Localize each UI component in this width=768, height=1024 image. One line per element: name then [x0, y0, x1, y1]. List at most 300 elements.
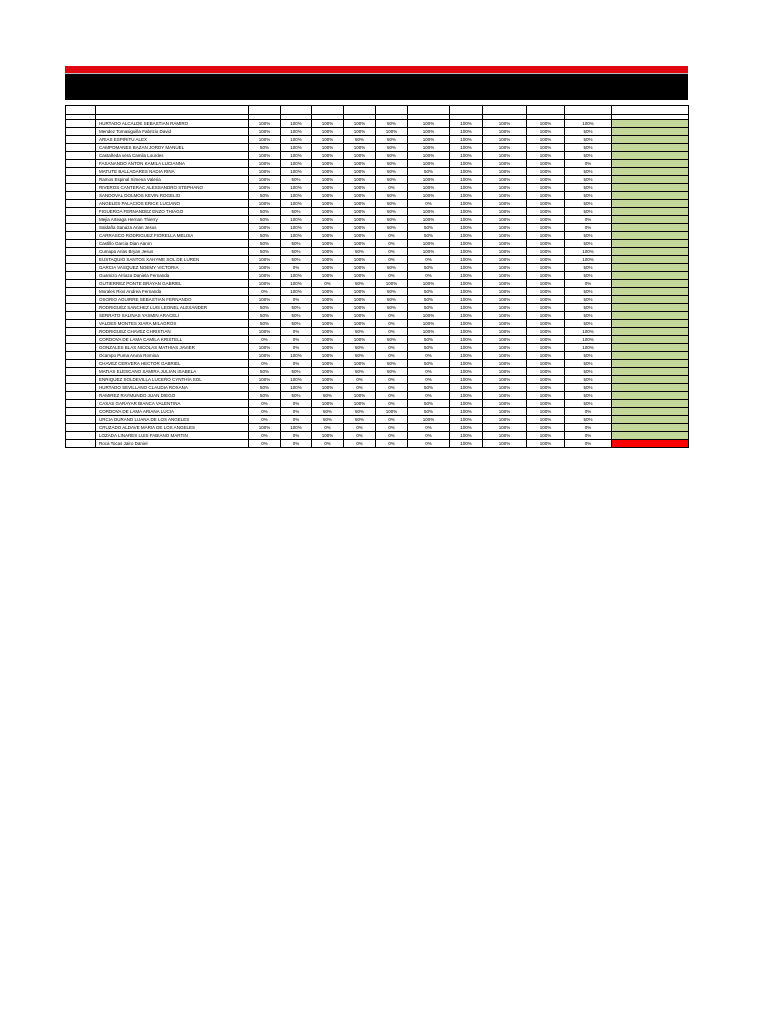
score-cell[interactable]: 50%: [408, 232, 450, 240]
score-cell[interactable]: 0%: [376, 248, 408, 256]
score-cell[interactable]: 100%: [249, 224, 281, 232]
table-row[interactable]: [66, 304, 689, 312]
score-cell[interactable]: 100%: [249, 328, 281, 336]
score-cell[interactable]: 100%: [281, 272, 312, 280]
student-name-cell[interactable]: ANGELES PALACIOS ERICK LUCIANO: [96, 200, 249, 208]
score-cell[interactable]: 50%: [408, 336, 450, 344]
score-cell[interactable]: 100%: [312, 432, 344, 440]
score-cell[interactable]: 100%: [312, 264, 344, 272]
score-cell[interactable]: 50%: [376, 336, 408, 344]
score-cell[interactable]: 100%: [281, 352, 312, 360]
score-cell[interactable]: 100%: [483, 120, 527, 128]
score-cell[interactable]: 50%: [249, 312, 281, 320]
table-row[interactable]: [66, 408, 689, 416]
score-cell[interactable]: 100%: [344, 304, 376, 312]
score-cell[interactable]: 100%: [281, 184, 312, 192]
score-cell[interactable]: 100%: [483, 424, 527, 432]
score-cell[interactable]: 100%: [249, 376, 281, 384]
table-row[interactable]: [66, 208, 689, 216]
score-cell[interactable]: 50%: [281, 304, 312, 312]
score-cell[interactable]: 50%: [565, 144, 612, 152]
score-cell[interactable]: 50%: [408, 400, 450, 408]
score-cell[interactable]: 100%: [527, 328, 565, 336]
score-cell[interactable]: 100%: [527, 416, 565, 424]
score-cell[interactable]: 100%: [312, 368, 344, 376]
score-cell[interactable]: 100%: [312, 256, 344, 264]
score-cell[interactable]: 100%: [527, 192, 565, 200]
score-cell[interactable]: 0%: [249, 416, 281, 424]
score-cell[interactable]: 100%: [450, 392, 483, 400]
score-cell[interactable]: 0%: [344, 432, 376, 440]
score-cell[interactable]: 0%: [281, 408, 312, 416]
student-name-cell[interactable]: Castañeda vera Camila Lourdes: [96, 152, 249, 160]
score-cell[interactable]: 50%: [344, 344, 376, 352]
row-number-cell[interactable]: [66, 320, 96, 328]
score-cell[interactable]: 50%: [249, 304, 281, 312]
score-cell[interactable]: 100%: [527, 160, 565, 168]
score-cell[interactable]: 100%: [450, 328, 483, 336]
student-name-cell[interactable]: OSORIO AGUIRRE SEBASTIAN FERNANDO: [96, 296, 249, 304]
score-cell[interactable]: 100%: [527, 296, 565, 304]
row-number-cell[interactable]: [66, 184, 96, 192]
score-cell[interactable]: 100%: [565, 344, 612, 352]
score-cell[interactable]: 50%: [565, 208, 612, 216]
score-cell[interactable]: 50%: [565, 264, 612, 272]
score-cell[interactable]: 100%: [483, 136, 527, 144]
score-cell[interactable]: 100%: [483, 296, 527, 304]
score-cell[interactable]: 0%: [565, 432, 612, 440]
table-row[interactable]: [66, 352, 689, 360]
score-cell[interactable]: 100%: [312, 288, 344, 296]
student-name-cell[interactable]: MATUTE BALLADARES NADIA RINA: [96, 168, 249, 176]
score-cell[interactable]: 100%: [312, 224, 344, 232]
table-row[interactable]: [66, 192, 689, 200]
score-cell[interactable]: 50%: [408, 168, 450, 176]
table-row[interactable]: [66, 416, 689, 424]
row-number-cell[interactable]: [66, 264, 96, 272]
score-cell[interactable]: 100%: [450, 224, 483, 232]
score-cell[interactable]: 0%: [249, 400, 281, 408]
score-cell[interactable]: 50%: [565, 184, 612, 192]
score-cell[interactable]: 100%: [312, 136, 344, 144]
score-cell[interactable]: 0%: [408, 256, 450, 264]
score-cell[interactable]: 100%: [450, 120, 483, 128]
table-row[interactable]: [66, 328, 689, 336]
score-cell[interactable]: 0%: [376, 328, 408, 336]
score-cell[interactable]: 0%: [408, 432, 450, 440]
score-cell[interactable]: 0%: [376, 376, 408, 384]
score-cell[interactable]: 50%: [249, 232, 281, 240]
score-cell[interactable]: 100%: [483, 264, 527, 272]
score-cell[interactable]: 50%: [376, 368, 408, 376]
row-number-cell[interactable]: [66, 272, 96, 280]
score-cell[interactable]: 100%: [483, 280, 527, 288]
score-cell[interactable]: 0%: [344, 376, 376, 384]
score-cell[interactable]: 50%: [376, 208, 408, 216]
score-cell[interactable]: 100%: [281, 168, 312, 176]
score-cell[interactable]: 100%: [527, 272, 565, 280]
score-cell[interactable]: 50%: [249, 392, 281, 400]
score-cell[interactable]: 100%: [483, 440, 527, 448]
score-cell[interactable]: 100%: [483, 216, 527, 224]
score-cell[interactable]: 100%: [249, 200, 281, 208]
score-cell[interactable]: 50%: [565, 360, 612, 368]
table-row[interactable]: [66, 424, 689, 432]
score-cell[interactable]: 50%: [344, 328, 376, 336]
score-cell[interactable]: 100%: [450, 152, 483, 160]
score-cell[interactable]: 100%: [249, 184, 281, 192]
score-cell[interactable]: 100%: [450, 168, 483, 176]
score-cell[interactable]: 100%: [527, 216, 565, 224]
table-row[interactable]: [66, 152, 689, 160]
row-number-cell[interactable]: [66, 128, 96, 136]
score-cell[interactable]: 50%: [408, 224, 450, 232]
score-cell[interactable]: 100%: [312, 328, 344, 336]
score-cell[interactable]: 50%: [249, 248, 281, 256]
score-cell[interactable]: 100%: [408, 280, 450, 288]
score-cell[interactable]: 100%: [450, 360, 483, 368]
table-row[interactable]: [66, 232, 689, 240]
score-cell[interactable]: 100%: [408, 240, 450, 248]
student-name-cell[interactable]: SERRATO SALINAS YASMIN ARACELI: [96, 312, 249, 320]
score-cell[interactable]: 100%: [450, 440, 483, 448]
student-name-cell[interactable]: CARRASCO RODRIGUEZ FIORELLA MELISA: [96, 232, 249, 240]
score-cell[interactable]: 100%: [312, 232, 344, 240]
row-number-cell[interactable]: [66, 160, 96, 168]
row-number-cell[interactable]: [66, 144, 96, 152]
score-cell[interactable]: 50%: [376, 176, 408, 184]
score-cell[interactable]: 0%: [281, 400, 312, 408]
score-cell[interactable]: 100%: [312, 248, 344, 256]
score-cell[interactable]: 100%: [483, 416, 527, 424]
score-cell[interactable]: 100%: [483, 200, 527, 208]
score-cell[interactable]: 100%: [281, 152, 312, 160]
score-cell[interactable]: 100%: [527, 264, 565, 272]
student-name-cell[interactable]: FASANANDO ANTON KAMILA LUCIANNA: [96, 160, 249, 168]
score-cell[interactable]: 0%: [376, 384, 408, 392]
score-cell[interactable]: 100%: [450, 432, 483, 440]
score-cell[interactable]: 100%: [527, 136, 565, 144]
score-cell[interactable]: 100%: [450, 312, 483, 320]
score-cell[interactable]: 100%: [527, 248, 565, 256]
row-number-cell[interactable]: [66, 248, 96, 256]
score-cell[interactable]: 0%: [408, 392, 450, 400]
score-cell[interactable]: 50%: [281, 320, 312, 328]
score-cell[interactable]: 100%: [281, 192, 312, 200]
score-cell[interactable]: 100%: [483, 224, 527, 232]
row-number-cell[interactable]: [66, 352, 96, 360]
row-number-cell[interactable]: [66, 120, 96, 128]
score-cell[interactable]: 50%: [344, 352, 376, 360]
score-cell[interactable]: 100%: [450, 248, 483, 256]
score-cell[interactable]: 50%: [249, 216, 281, 224]
score-cell[interactable]: 100%: [527, 184, 565, 192]
score-cell[interactable]: 100%: [312, 128, 344, 136]
score-cell[interactable]: 100%: [450, 256, 483, 264]
row-number-cell[interactable]: [66, 336, 96, 344]
score-cell[interactable]: 50%: [565, 272, 612, 280]
score-cell[interactable]: 100%: [281, 384, 312, 392]
score-cell[interactable]: 100%: [527, 336, 565, 344]
student-name-cell[interactable]: VALDES MONTES XIARA MILAGROS: [96, 320, 249, 328]
score-cell[interactable]: 100%: [281, 232, 312, 240]
score-cell[interactable]: 0%: [249, 440, 281, 448]
score-cell[interactable]: 50%: [565, 352, 612, 360]
score-cell[interactable]: 100%: [483, 152, 527, 160]
row-number-cell[interactable]: [66, 192, 96, 200]
row-number-cell[interactable]: [66, 384, 96, 392]
score-cell[interactable]: 50%: [408, 296, 450, 304]
table-row[interactable]: [66, 400, 689, 408]
score-cell[interactable]: 100%: [483, 168, 527, 176]
table-row[interactable]: [66, 176, 689, 184]
score-cell[interactable]: 100%: [312, 376, 344, 384]
score-cell[interactable]: 100%: [483, 192, 527, 200]
score-cell[interactable]: 100%: [527, 320, 565, 328]
score-cell[interactable]: 0%: [281, 264, 312, 272]
score-cell[interactable]: 100%: [249, 160, 281, 168]
table-row[interactable]: [66, 344, 689, 352]
score-cell[interactable]: 0%: [376, 416, 408, 424]
score-cell[interactable]: 50%: [565, 296, 612, 304]
score-cell[interactable]: 100%: [527, 208, 565, 216]
score-cell[interactable]: 0%: [376, 344, 408, 352]
row-number-cell[interactable]: [66, 368, 96, 376]
score-cell[interactable]: 100%: [249, 352, 281, 360]
score-cell[interactable]: 50%: [344, 248, 376, 256]
score-cell[interactable]: 0%: [408, 352, 450, 360]
student-name-cell[interactable]: SANDOVAL DOLMOS KEVIN ROGELIO: [96, 192, 249, 200]
score-cell[interactable]: 50%: [249, 320, 281, 328]
score-cell[interactable]: 0%: [376, 320, 408, 328]
score-cell[interactable]: 100%: [281, 128, 312, 136]
score-cell[interactable]: 100%: [344, 176, 376, 184]
score-cell[interactable]: 50%: [565, 320, 612, 328]
score-cell[interactable]: 100%: [483, 352, 527, 360]
score-cell[interactable]: 50%: [376, 288, 408, 296]
score-cell[interactable]: 100%: [565, 328, 612, 336]
score-cell[interactable]: 100%: [450, 216, 483, 224]
score-cell[interactable]: 100%: [344, 240, 376, 248]
score-cell[interactable]: 50%: [376, 264, 408, 272]
score-cell[interactable]: 100%: [312, 320, 344, 328]
score-cell[interactable]: 100%: [527, 144, 565, 152]
score-cell[interactable]: 100%: [483, 304, 527, 312]
score-cell[interactable]: 0%: [565, 424, 612, 432]
score-cell[interactable]: 100%: [408, 328, 450, 336]
score-cell[interactable]: 100%: [527, 384, 565, 392]
row-number-cell[interactable]: [66, 296, 96, 304]
student-name-cell[interactable]: Mendez Tomasiguilla Fabrizio David: [96, 128, 249, 136]
score-cell[interactable]: 50%: [249, 368, 281, 376]
score-cell[interactable]: 50%: [376, 120, 408, 128]
score-cell[interactable]: 100%: [483, 432, 527, 440]
row-number-cell[interactable]: [66, 176, 96, 184]
student-name-cell[interactable]: Ramos Espinal Ximena Valeria: [96, 176, 249, 184]
score-cell[interactable]: 50%: [565, 416, 612, 424]
table-row[interactable]: [66, 360, 689, 368]
row-number-cell[interactable]: [66, 344, 96, 352]
student-name-cell[interactable]: CRUZADO ALDAVE MARIA DE LOS ANGELES: [96, 424, 249, 432]
student-name-cell[interactable]: RODRIGUEZ CHAVEZ CHRISTIAN: [96, 328, 249, 336]
score-cell[interactable]: 0%: [565, 408, 612, 416]
score-cell[interactable]: 100%: [344, 192, 376, 200]
student-name-cell[interactable]: GARCIA VASQUEZ NOEMY VICTORIA: [96, 264, 249, 272]
score-cell[interactable]: 100%: [249, 296, 281, 304]
score-cell[interactable]: 100%: [344, 144, 376, 152]
row-number-cell[interactable]: [66, 424, 96, 432]
row-number-cell[interactable]: [66, 168, 96, 176]
student-name-cell[interactable]: LOZADA LINARES LUIS FABIANO MARTIN: [96, 432, 249, 440]
row-number-cell[interactable]: [66, 416, 96, 424]
table-row[interactable]: [66, 160, 689, 168]
score-cell[interactable]: 100%: [312, 120, 344, 128]
score-cell[interactable]: 100%: [527, 280, 565, 288]
score-cell[interactable]: 100%: [249, 168, 281, 176]
table-row[interactable]: [66, 240, 689, 248]
score-cell[interactable]: 0%: [565, 216, 612, 224]
table-row[interactable]: [66, 384, 689, 392]
score-cell[interactable]: 100%: [450, 184, 483, 192]
score-cell[interactable]: 0%: [281, 344, 312, 352]
score-cell[interactable]: 100%: [408, 152, 450, 160]
row-number-cell[interactable]: [66, 400, 96, 408]
row-number-cell[interactable]: [66, 432, 96, 440]
score-cell[interactable]: 100%: [344, 208, 376, 216]
score-cell[interactable]: 100%: [450, 304, 483, 312]
score-cell[interactable]: 0%: [376, 424, 408, 432]
student-name-cell[interactable]: URCIA DURAND LUANA DE LOS ANGELES: [96, 416, 249, 424]
row-number-cell[interactable]: [66, 224, 96, 232]
table-row[interactable]: [66, 216, 689, 224]
score-cell[interactable]: 50%: [565, 152, 612, 160]
table-row[interactable]: [66, 264, 689, 272]
score-cell[interactable]: 0%: [376, 352, 408, 360]
score-cell[interactable]: 100%: [527, 128, 565, 136]
score-cell[interactable]: 100%: [249, 136, 281, 144]
table-row[interactable]: [66, 248, 689, 256]
score-cell[interactable]: 100%: [450, 416, 483, 424]
table-row[interactable]: [66, 288, 689, 296]
student-name-cell[interactable]: HURTADO ALCALDE SEBASTIAN RAMIRO: [96, 120, 249, 128]
score-cell[interactable]: 100%: [483, 400, 527, 408]
score-cell[interactable]: 50%: [565, 128, 612, 136]
score-cell[interactable]: 100%: [312, 360, 344, 368]
score-cell[interactable]: 100%: [281, 216, 312, 224]
score-cell[interactable]: 100%: [408, 216, 450, 224]
score-cell[interactable]: 0%: [408, 272, 450, 280]
score-cell[interactable]: 100%: [450, 320, 483, 328]
score-cell[interactable]: 0%: [408, 440, 450, 448]
row-number-cell[interactable]: [66, 408, 96, 416]
score-cell[interactable]: 0%: [376, 240, 408, 248]
score-cell[interactable]: 100%: [408, 176, 450, 184]
score-cell[interactable]: 0%: [281, 296, 312, 304]
score-cell[interactable]: 100%: [249, 264, 281, 272]
score-cell[interactable]: 50%: [565, 168, 612, 176]
score-cell[interactable]: 50%: [565, 200, 612, 208]
score-cell[interactable]: 100%: [281, 160, 312, 168]
score-cell[interactable]: 50%: [281, 240, 312, 248]
student-name-cell[interactable]: Cumapa Arias Bryan Jesus: [96, 248, 249, 256]
score-cell[interactable]: 0%: [376, 392, 408, 400]
table-row[interactable]: [66, 144, 689, 152]
score-cell[interactable]: 100%: [344, 200, 376, 208]
score-cell[interactable]: 100%: [527, 440, 565, 448]
score-cell[interactable]: 100%: [344, 360, 376, 368]
score-cell[interactable]: 100%: [483, 368, 527, 376]
score-cell[interactable]: 100%: [483, 160, 527, 168]
score-cell[interactable]: 100%: [450, 128, 483, 136]
student-name-cell[interactable]: Morales Rios Andrea Fernanda: [96, 288, 249, 296]
student-name-cell[interactable]: Guamizo Arriaza Daniela Fernanda: [96, 272, 249, 280]
score-cell[interactable]: 0%: [281, 440, 312, 448]
score-cell[interactable]: 100%: [344, 232, 376, 240]
score-cell[interactable]: 100%: [527, 152, 565, 160]
row-number-cell[interactable]: [66, 376, 96, 384]
score-cell[interactable]: 100%: [527, 224, 565, 232]
score-cell[interactable]: 100%: [450, 336, 483, 344]
score-cell[interactable]: 100%: [527, 120, 565, 128]
score-cell[interactable]: 50%: [565, 376, 612, 384]
score-cell[interactable]: 100%: [483, 232, 527, 240]
score-cell[interactable]: 100%: [344, 256, 376, 264]
score-cell[interactable]: 50%: [376, 224, 408, 232]
score-cell[interactable]: 50%: [565, 240, 612, 248]
score-cell[interactable]: 0%: [312, 280, 344, 288]
score-cell[interactable]: 100%: [249, 176, 281, 184]
score-cell[interactable]: 0%: [376, 232, 408, 240]
row-number-cell[interactable]: [66, 152, 96, 160]
score-cell[interactable]: 0%: [344, 424, 376, 432]
score-cell[interactable]: 100%: [483, 240, 527, 248]
score-cell[interactable]: 100%: [344, 168, 376, 176]
score-cell[interactable]: 100%: [312, 208, 344, 216]
table-row[interactable]: [66, 432, 689, 440]
table-row[interactable]: [66, 312, 689, 320]
score-cell[interactable]: 100%: [344, 296, 376, 304]
score-cell[interactable]: 0%: [408, 376, 450, 384]
score-cell[interactable]: 100%: [527, 432, 565, 440]
student-name-cell[interactable]: CHAVEZ CERVERA HECTOR GABRIEL: [96, 360, 249, 368]
score-cell[interactable]: 0%: [376, 432, 408, 440]
table-row[interactable]: [66, 224, 689, 232]
student-name-cell[interactable]: CASAS GARAYAR BIANCA VALENTINA: [96, 400, 249, 408]
row-number-cell[interactable]: [66, 360, 96, 368]
score-cell[interactable]: 100%: [527, 312, 565, 320]
score-cell[interactable]: 100%: [408, 320, 450, 328]
score-cell[interactable]: 50%: [344, 136, 376, 144]
score-cell[interactable]: 50%: [565, 392, 612, 400]
row-number-cell[interactable]: [66, 256, 96, 264]
score-cell[interactable]: 100%: [483, 384, 527, 392]
row-number-cell[interactable]: [66, 328, 96, 336]
score-cell[interactable]: 0%: [281, 432, 312, 440]
score-cell[interactable]: 50%: [408, 288, 450, 296]
score-cell[interactable]: 100%: [450, 144, 483, 152]
score-cell[interactable]: 100%: [483, 376, 527, 384]
score-cell[interactable]: 50%: [376, 136, 408, 144]
score-cell[interactable]: 50%: [281, 368, 312, 376]
score-cell[interactable]: 100%: [344, 160, 376, 168]
score-cell[interactable]: 100%: [483, 320, 527, 328]
score-cell[interactable]: 50%: [408, 360, 450, 368]
score-cell[interactable]: 50%: [565, 176, 612, 184]
score-cell[interactable]: 100%: [344, 320, 376, 328]
score-cell[interactable]: 100%: [450, 368, 483, 376]
score-cell[interactable]: 100%: [483, 408, 527, 416]
row-number-cell[interactable]: [66, 208, 96, 216]
